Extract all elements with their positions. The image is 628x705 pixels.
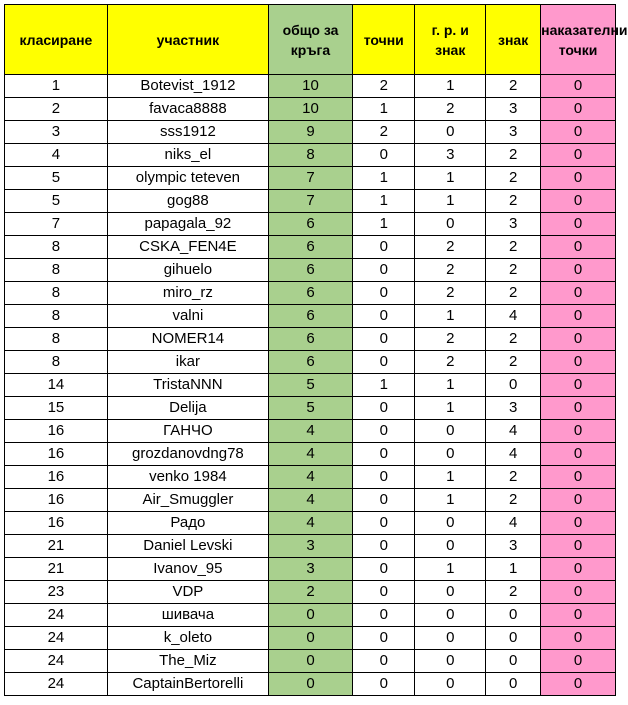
round-total-cell: 6 (268, 213, 352, 236)
table-row (5, 489, 616, 512)
rank-cell: 15 (5, 397, 108, 420)
standings-body (5, 75, 616, 696)
rank-cell: 24 (5, 627, 108, 650)
penalty-cell: 0 (541, 512, 616, 535)
exact-cell: 0 (353, 512, 415, 535)
rank-cell: 8 (5, 328, 108, 351)
table-row (5, 305, 616, 328)
round-total-cell: 10 (268, 75, 352, 98)
table-row (5, 144, 616, 167)
sign-cell: 0 (486, 374, 541, 397)
exact-cell: 0 (353, 558, 415, 581)
participant-cell: Botevist_1912 (107, 75, 268, 98)
participant-cell: TristaNNN (107, 374, 268, 397)
round-total-cell: 3 (268, 558, 352, 581)
penalty-cell: 0 (541, 443, 616, 466)
participant-cell: ikar (107, 351, 268, 374)
round-total-cell: 6 (268, 328, 352, 351)
round-total-cell: 5 (268, 374, 352, 397)
exact-cell: 0 (353, 489, 415, 512)
penalty-cell: 0 (541, 673, 616, 696)
header-exact: точни (353, 5, 415, 75)
round-total-cell: 0 (268, 604, 352, 627)
sign-cell: 2 (486, 144, 541, 167)
exact-cell: 0 (353, 144, 415, 167)
table-row (5, 397, 616, 420)
rank-cell: 24 (5, 604, 108, 627)
participant-cell: venko 1984 (107, 466, 268, 489)
participant-cell: NOMER14 (107, 328, 268, 351)
rank-cell: 7 (5, 213, 108, 236)
table-row (5, 236, 616, 259)
sign-cell: 4 (486, 420, 541, 443)
table-row (5, 213, 616, 236)
exact-cell: 0 (353, 443, 415, 466)
sign-cell: 0 (486, 673, 541, 696)
table-row (5, 558, 616, 581)
exact-cell: 1 (353, 213, 415, 236)
exact-cell: 2 (353, 121, 415, 144)
round-total-cell: 5 (268, 397, 352, 420)
goal-diff-sign-cell: 2 (415, 351, 486, 374)
penalty-cell: 0 (541, 604, 616, 627)
exact-cell: 0 (353, 282, 415, 305)
exact-cell: 0 (353, 328, 415, 351)
round-total-cell: 6 (268, 259, 352, 282)
sign-cell: 2 (486, 328, 541, 351)
exact-cell: 0 (353, 466, 415, 489)
penalty-cell: 0 (541, 282, 616, 305)
participant-cell: The_Miz (107, 650, 268, 673)
rank-cell: 1 (5, 75, 108, 98)
header-penalty-points: наказателни точки (541, 5, 616, 75)
penalty-cell: 0 (541, 98, 616, 121)
exact-cell: 0 (353, 259, 415, 282)
table-row (5, 374, 616, 397)
goal-diff-sign-cell: 2 (415, 282, 486, 305)
sign-cell: 0 (486, 627, 541, 650)
exact-cell: 1 (353, 98, 415, 121)
goal-diff-sign-cell: 3 (415, 144, 486, 167)
goal-diff-sign-cell: 0 (415, 121, 486, 144)
rank-cell: 8 (5, 351, 108, 374)
goal-diff-sign-cell: 0 (415, 673, 486, 696)
exact-cell: 1 (353, 167, 415, 190)
goal-diff-sign-cell: 1 (415, 75, 486, 98)
participant-cell: miro_rz (107, 282, 268, 305)
rank-cell: 3 (5, 121, 108, 144)
sign-cell: 4 (486, 443, 541, 466)
sign-cell: 3 (486, 98, 541, 121)
penalty-cell: 0 (541, 397, 616, 420)
rank-cell: 21 (5, 558, 108, 581)
penalty-cell: 0 (541, 305, 616, 328)
rank-cell: 16 (5, 420, 108, 443)
penalty-cell: 0 (541, 167, 616, 190)
sign-cell: 2 (486, 282, 541, 305)
rank-cell: 14 (5, 374, 108, 397)
exact-cell: 0 (353, 305, 415, 328)
table-row (5, 190, 616, 213)
exact-cell: 0 (353, 535, 415, 558)
goal-diff-sign-cell: 2 (415, 236, 486, 259)
goal-diff-sign-cell: 0 (415, 650, 486, 673)
round-total-cell: 0 (268, 650, 352, 673)
goal-diff-sign-cell: 0 (415, 213, 486, 236)
participant-cell: CaptainBertorelli (107, 673, 268, 696)
sign-cell: 2 (486, 259, 541, 282)
sign-cell: 3 (486, 121, 541, 144)
participant-cell: niks_el (107, 144, 268, 167)
sign-cell: 2 (486, 190, 541, 213)
goal-diff-sign-cell: 0 (415, 512, 486, 535)
rank-cell: 8 (5, 305, 108, 328)
round-total-cell: 0 (268, 627, 352, 650)
participant-cell: favaca8888 (107, 98, 268, 121)
penalty-cell: 0 (541, 213, 616, 236)
round-total-cell: 4 (268, 443, 352, 466)
penalty-cell: 0 (541, 121, 616, 144)
round-total-cell: 9 (268, 121, 352, 144)
participant-cell: gihuelo (107, 259, 268, 282)
header-goal-diff-sign: г. р. и знак (415, 5, 486, 75)
sign-cell: 2 (486, 351, 541, 374)
goal-diff-sign-cell: 1 (415, 397, 486, 420)
participant-cell: gog88 (107, 190, 268, 213)
sign-cell: 2 (486, 489, 541, 512)
goal-diff-sign-cell: 1 (415, 558, 486, 581)
sign-cell: 2 (486, 581, 541, 604)
participant-cell: Радо (107, 512, 268, 535)
exact-cell: 0 (353, 673, 415, 696)
rank-cell: 16 (5, 512, 108, 535)
round-total-cell: 6 (268, 305, 352, 328)
penalty-cell: 0 (541, 259, 616, 282)
rank-cell: 5 (5, 190, 108, 213)
goal-diff-sign-cell: 2 (415, 259, 486, 282)
participant-cell: valni (107, 305, 268, 328)
table-row (5, 650, 616, 673)
participant-cell: papagala_92 (107, 213, 268, 236)
exact-cell: 0 (353, 650, 415, 673)
standings-table (4, 4, 628, 696)
participant-cell: Delija (107, 397, 268, 420)
rank-cell: 21 (5, 535, 108, 558)
exact-cell: 1 (353, 374, 415, 397)
penalty-cell: 0 (541, 190, 616, 213)
exact-cell: 0 (353, 604, 415, 627)
penalty-cell: 0 (541, 627, 616, 650)
penalty-cell: 0 (541, 581, 616, 604)
goal-diff-sign-cell: 0 (415, 420, 486, 443)
sign-cell: 0 (486, 604, 541, 627)
participant-cell: Ivanov_95 (107, 558, 268, 581)
penalty-cell: 0 (541, 236, 616, 259)
table-row (5, 121, 616, 144)
penalty-cell: 0 (541, 535, 616, 558)
rank-cell: 5 (5, 167, 108, 190)
rank-cell: 24 (5, 673, 108, 696)
table-row (5, 581, 616, 604)
rank-cell: 8 (5, 282, 108, 305)
goal-diff-sign-cell: 1 (415, 305, 486, 328)
penalty-cell: 0 (541, 374, 616, 397)
participant-cell: sss1912 (107, 121, 268, 144)
participant-cell: ГАНЧО (107, 420, 268, 443)
sign-cell: 0 (486, 650, 541, 673)
goal-diff-sign-cell: 0 (415, 581, 486, 604)
sign-cell: 1 (486, 558, 541, 581)
sign-cell: 3 (486, 397, 541, 420)
table-row (5, 282, 616, 305)
penalty-cell: 0 (541, 650, 616, 673)
penalty-cell: 0 (541, 75, 616, 98)
goal-diff-sign-cell: 1 (415, 167, 486, 190)
participant-cell: grozdanovdng78 (107, 443, 268, 466)
table-row (5, 512, 616, 535)
table-row (5, 259, 616, 282)
rank-cell: 16 (5, 466, 108, 489)
round-total-cell: 4 (268, 466, 352, 489)
rank-cell: 8 (5, 236, 108, 259)
table-row (5, 466, 616, 489)
goal-diff-sign-cell: 1 (415, 466, 486, 489)
sign-cell: 3 (486, 535, 541, 558)
table-row (5, 328, 616, 351)
round-total-cell: 10 (268, 98, 352, 121)
goal-diff-sign-cell: 2 (415, 328, 486, 351)
participant-cell: CSKA_FEN4E (107, 236, 268, 259)
table-row (5, 604, 616, 627)
round-total-cell: 7 (268, 190, 352, 213)
exact-cell: 0 (353, 397, 415, 420)
header-rank: класиране (5, 5, 108, 75)
participant-cell: шивача (107, 604, 268, 627)
table-row (5, 627, 616, 650)
goal-diff-sign-cell: 0 (415, 535, 486, 558)
sign-cell: 2 (486, 236, 541, 259)
table-row (5, 351, 616, 374)
header-round-total: общо за кръга (268, 5, 352, 75)
round-total-cell: 4 (268, 512, 352, 535)
round-total-cell: 8 (268, 144, 352, 167)
exact-cell: 0 (353, 420, 415, 443)
sign-cell: 2 (486, 466, 541, 489)
participant-cell: Air_Smuggler (107, 489, 268, 512)
rank-cell: 24 (5, 650, 108, 673)
sign-cell: 3 (486, 213, 541, 236)
participant-cell: Daniel Levski (107, 535, 268, 558)
round-total-cell: 3 (268, 535, 352, 558)
goal-diff-sign-cell: 1 (415, 489, 486, 512)
table-row (5, 535, 616, 558)
sign-cell: 2 (486, 167, 541, 190)
sign-cell: 2 (486, 75, 541, 98)
penalty-cell: 0 (541, 420, 616, 443)
header-sign: знак (486, 5, 541, 75)
round-total-cell: 6 (268, 282, 352, 305)
exact-cell: 0 (353, 351, 415, 374)
penalty-cell: 0 (541, 558, 616, 581)
rank-cell: 16 (5, 489, 108, 512)
goal-diff-sign-cell: 0 (415, 443, 486, 466)
rank-cell: 4 (5, 144, 108, 167)
exact-cell: 2 (353, 75, 415, 98)
penalty-cell: 0 (541, 144, 616, 167)
sign-cell: 4 (486, 305, 541, 328)
penalty-cell: 0 (541, 351, 616, 374)
round-total-cell: 4 (268, 489, 352, 512)
sign-cell: 4 (486, 512, 541, 535)
exact-cell: 0 (353, 581, 415, 604)
round-total-cell: 4 (268, 420, 352, 443)
table-row (5, 420, 616, 443)
round-total-cell: 6 (268, 351, 352, 374)
goal-diff-sign-cell: 0 (415, 627, 486, 650)
participant-cell: VDP (107, 581, 268, 604)
round-total-cell: 0 (268, 673, 352, 696)
exact-cell: 0 (353, 627, 415, 650)
goal-diff-sign-cell: 0 (415, 604, 486, 627)
goal-diff-sign-cell: 2 (415, 98, 486, 121)
round-total-cell: 6 (268, 236, 352, 259)
table-row (5, 673, 616, 696)
header-participant: участник (107, 5, 268, 75)
rank-cell: 8 (5, 259, 108, 282)
round-total-cell: 2 (268, 581, 352, 604)
participant-cell: olympic teteven (107, 167, 268, 190)
table-row (5, 98, 616, 121)
header-row (5, 5, 616, 75)
penalty-cell: 0 (541, 466, 616, 489)
penalty-cell: 0 (541, 328, 616, 351)
exact-cell: 1 (353, 190, 415, 213)
goal-diff-sign-cell: 1 (415, 190, 486, 213)
rank-cell: 23 (5, 581, 108, 604)
table-row (5, 75, 616, 98)
penalty-cell: 0 (541, 489, 616, 512)
goal-diff-sign-cell: 1 (415, 374, 486, 397)
rank-cell: 16 (5, 443, 108, 466)
round-total-cell: 7 (268, 167, 352, 190)
table-row (5, 443, 616, 466)
participant-cell: k_oleto (107, 627, 268, 650)
rank-cell: 2 (5, 98, 108, 121)
table-row (5, 167, 616, 190)
exact-cell: 0 (353, 236, 415, 259)
